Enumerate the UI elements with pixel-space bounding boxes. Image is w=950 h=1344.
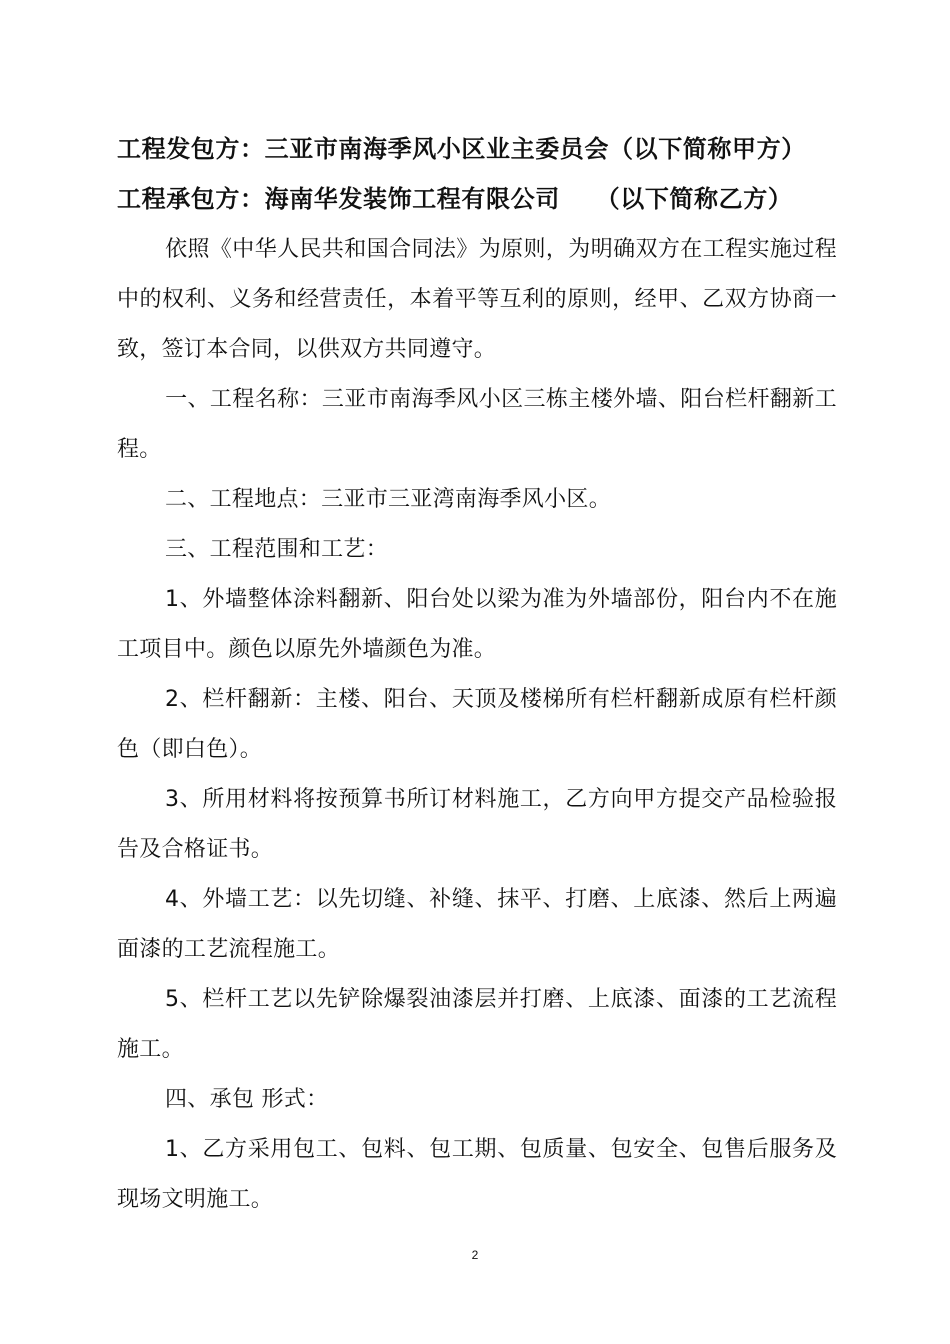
scope-item-3: 3、所用材料将按预算书所订材料施工，乙方向甲方提交产品检验报告及合格证书。 xyxy=(117,787,837,862)
scope-item-1: 1、外墙整体涂料翻新、阳台处以梁为准为外墙部份，阳台内不在施工项目中。颜色以原先外墙颜色为准。 xyxy=(117,587,837,662)
scope-item-5: 5、栏杆工艺以先铲除爆裂油漆层并打磨、上底漆、面漆的工艺流程施工。 xyxy=(117,987,837,1062)
contract-issuer-line: 工程发包方：三亚市南海季风小区业主委员会（以下简称甲方） xyxy=(117,135,806,163)
contract-receiver-line: 工程承包方：海南华发装饰工程有限公司 （以下简称乙方） xyxy=(117,185,793,213)
contract-form-item-1: 1、乙方采用包工、包料、包工期、包质量、包安全、包售后服务及现场文明施工。 xyxy=(117,1137,837,1212)
preamble-paragraph: 依照《中华人民共和国合同法》为原则，为明确双方在工程实施过程中的权利、义务和经营责任，本着平等互利的原则，经甲、乙双方协商一致，签订本合同，以供双方共同遵守。 xyxy=(117,237,837,362)
page-number: 2 xyxy=(471,1248,479,1262)
scope-item-2: 2、栏杆翻新：主楼、阳台、天顶及楼梯所有栏杆翻新成原有栏杆颜色（即白色）。 xyxy=(117,687,837,762)
scope-heading: 三、工程范围和工艺： xyxy=(165,537,389,562)
project-name-paragraph: 一、工程名称：三亚市南海季风小区三栋主楼外墙、阳台栏杆翻新工程。 xyxy=(117,387,837,462)
project-location-paragraph: 二、工程地点：三亚市三亚湾南海季风小区。 xyxy=(165,487,612,512)
scope-item-4: 4、外墙工艺：以先切缝、补缝、抹平、打磨、上底漆、然后上两遍面漆的工艺流程施工。 xyxy=(117,887,837,962)
contract-form-heading: 四、承包 形式： xyxy=(165,1087,329,1112)
